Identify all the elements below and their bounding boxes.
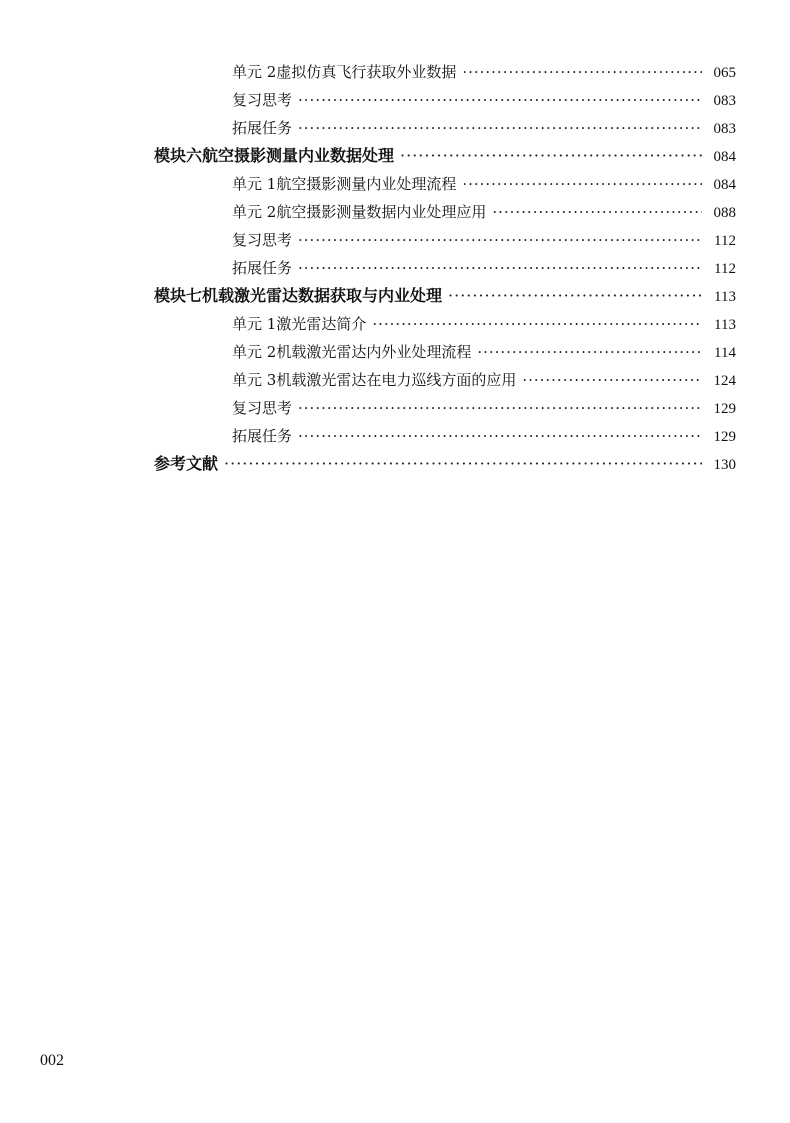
toc-module-number: 模块六 — [154, 146, 203, 165]
toc-entry-page: 065 — [713, 65, 736, 81]
toc-entry-page: 084 — [713, 149, 736, 165]
toc-entry-title: 拓展任务 — [232, 427, 293, 445]
toc-entry-title: 复习思考 — [232, 231, 293, 249]
toc-entry-number: 单元 2 — [232, 63, 277, 81]
toc-entry-title: 机载激光雷达在电力巡线方面的应用 — [276, 371, 517, 389]
toc-entry-title: 拓展任务 — [232, 119, 293, 137]
toc-entry-page: 124 — [713, 373, 736, 389]
toc-entry[interactable] — [154, 226, 736, 254]
toc-entry-title: 机载激光雷达内外业处理流程 — [276, 343, 472, 361]
toc-entry-title: 航空摄影测量内业处理流程 — [276, 175, 457, 193]
toc-entry[interactable] — [154, 310, 736, 338]
toc-entry[interactable] — [154, 394, 736, 422]
toc-entry[interactable] — [154, 338, 736, 366]
toc-module-title: 机载激光雷达数据获取与内业处理 — [202, 286, 443, 305]
toc-entry-title: 复习思考 — [232, 91, 293, 109]
table-of-contents — [154, 58, 736, 478]
dot-leader — [477, 338, 702, 366]
dot-leader — [224, 450, 702, 478]
toc-entry-page: 083 — [713, 121, 736, 137]
toc-module-number: 模块七 — [154, 286, 203, 305]
dot-leader — [522, 366, 702, 394]
toc-module-title: 航空摄影测量内业数据处理 — [202, 146, 395, 165]
toc-entry-page: 084 — [713, 177, 736, 193]
toc-entry[interactable] — [154, 254, 736, 282]
dot-leader — [462, 170, 702, 198]
dot-leader — [298, 114, 702, 142]
toc-entry-page: 083 — [713, 93, 736, 109]
toc-entry-page: 129 — [713, 429, 736, 445]
toc-entry[interactable] — [154, 58, 736, 86]
toc-entry[interactable] — [154, 86, 736, 114]
dot-leader — [448, 282, 702, 310]
toc-module-title: 参考文献 — [154, 454, 219, 473]
toc-entry-page: 114 — [714, 345, 736, 361]
toc-entry-number: 单元 3 — [232, 371, 277, 389]
toc-entry-title: 激光雷达简介 — [276, 315, 367, 333]
toc-entry-number: 单元 2 — [232, 343, 277, 361]
toc-entry-title: 虚拟仿真飞行获取外业数据 — [276, 63, 457, 81]
dot-leader — [298, 422, 702, 450]
toc-entry-page: 088 — [713, 205, 736, 221]
toc-entry-page: 112 — [714, 261, 736, 277]
toc-entry-number: 单元 1 — [232, 175, 277, 193]
toc-module-entry[interactable] — [154, 282, 736, 310]
dot-leader — [400, 142, 702, 170]
dot-leader — [492, 198, 702, 226]
toc-entry-page: 113 — [714, 289, 736, 305]
toc-entry-page: 112 — [714, 233, 736, 249]
toc-entry[interactable] — [154, 114, 736, 142]
toc-entry-title: 航空摄影测量数据内业处理应用 — [276, 203, 487, 221]
toc-entry[interactable] — [154, 366, 736, 394]
toc-entry-number: 单元 1 — [232, 315, 277, 333]
page-number: 002 — [40, 1052, 64, 1069]
toc-entry-page: 129 — [713, 401, 736, 417]
toc-references-entry[interactable] — [154, 450, 736, 478]
toc-entry-page: 113 — [714, 317, 736, 333]
toc-entry-title: 拓展任务 — [232, 259, 293, 277]
dot-leader — [298, 254, 702, 282]
dot-leader — [298, 394, 702, 422]
dot-leader — [372, 310, 702, 338]
toc-entry-page: 130 — [713, 457, 736, 473]
dot-leader — [298, 226, 702, 254]
toc-entry[interactable] — [154, 198, 736, 226]
toc-entry-title: 复习思考 — [232, 399, 293, 417]
toc-module-entry[interactable] — [154, 142, 736, 170]
toc-entry[interactable] — [154, 170, 736, 198]
dot-leader — [298, 86, 702, 114]
toc-entry[interactable] — [154, 422, 736, 450]
dot-leader — [462, 58, 702, 86]
toc-entry-number: 单元 2 — [232, 203, 277, 221]
